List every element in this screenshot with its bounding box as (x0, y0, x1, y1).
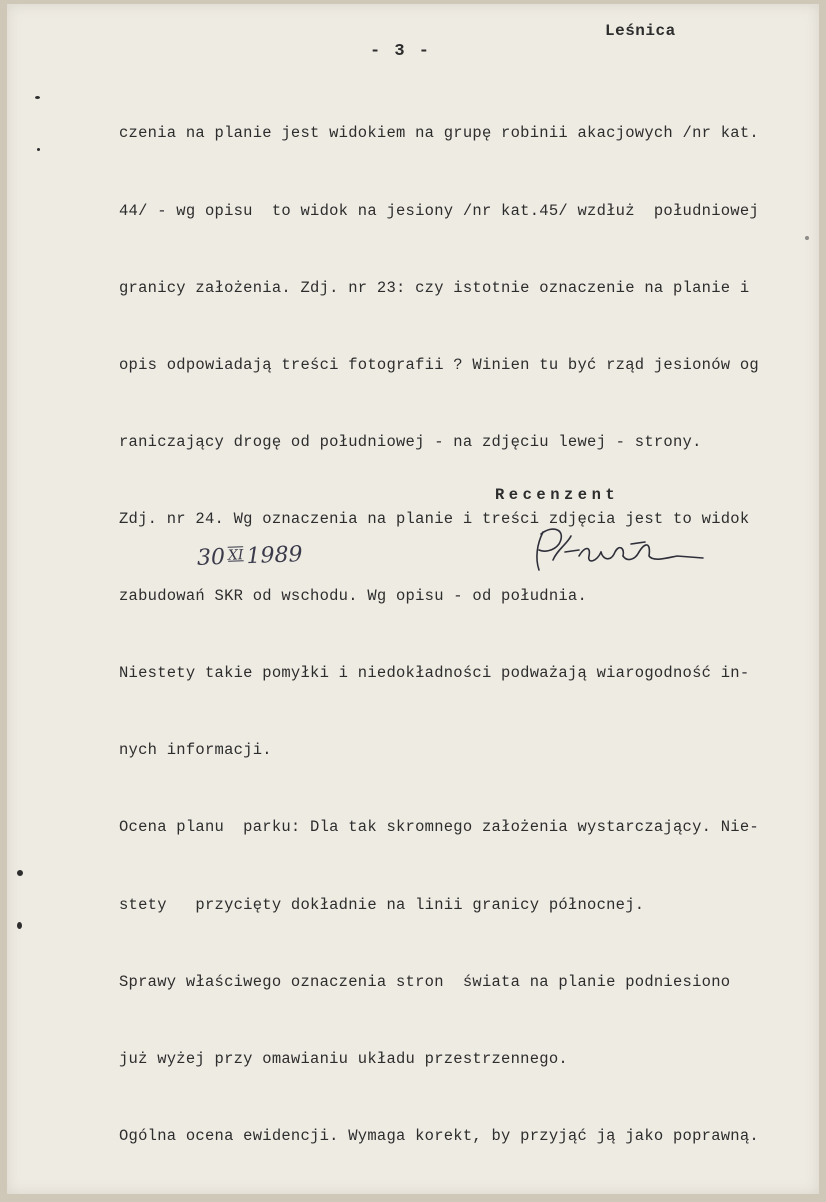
body-line: nych informacji. (119, 741, 272, 760)
body-line: stety przycięty dokładnie na linii granicy północnej. (119, 895, 645, 914)
punch-mark (805, 236, 809, 240)
body-line: granicy założenia. Zdj. nr 23: czy istotnie oznaczenie na planie i (119, 278, 750, 297)
body-line: Sprawy właściwego oznaczenia stron świata na planie podniesiono (119, 972, 731, 991)
body-line: Ocena planu parku: Dla tak skromnego założenia wystarczający. Nie- (119, 818, 759, 837)
body-line: opis odpowiadają treści fotografii ? Winien tu być rząd jesionów og (119, 355, 759, 374)
punch-mark (17, 870, 23, 876)
body-line: Ogólna ocena ewidencji. Wymaga korekt, by przyjąć ją jako poprawną. (119, 1126, 759, 1145)
body-line: Niestety takie pomyłki i niedokładności podważają wiarogodność in- (119, 664, 750, 683)
date-month: XI (227, 547, 244, 564)
date-year: 1989 (246, 542, 303, 570)
punch-mark (17, 922, 22, 929)
body-line: już wyżej przy omawianiu układu przestrzennego. (119, 1049, 568, 1068)
header-place-name: Leśnica (605, 22, 676, 40)
handwritten-date (197, 542, 303, 571)
document-page (7, 4, 819, 1194)
reviewer-label: Recenzent (495, 486, 620, 504)
punch-mark (37, 148, 40, 151)
page-number: - 3 - (370, 42, 432, 61)
body-line: raniczający drogę od południowej - na zdjęciu lewej - strony. (119, 432, 702, 451)
body-line: 44/ - wg opisu to widok na jesiony /nr kat.45/ wzdłuż południowej (119, 201, 759, 220)
body-line: zabudowań SKR od wschodu. Wg opisu - od południa. (119, 587, 588, 606)
date-day: 30 (196, 544, 226, 571)
body-line: czenia na planie jest widokiem na grupę robinii akacjowych /nr kat. (119, 124, 759, 143)
handwritten-signature (527, 522, 707, 582)
body-line: Zdj. nr 24. Wg oznaczenia na planie i treści zdjęcia jest to widok (119, 509, 750, 528)
punch-mark (35, 96, 40, 99)
body-text (119, 70, 819, 1194)
